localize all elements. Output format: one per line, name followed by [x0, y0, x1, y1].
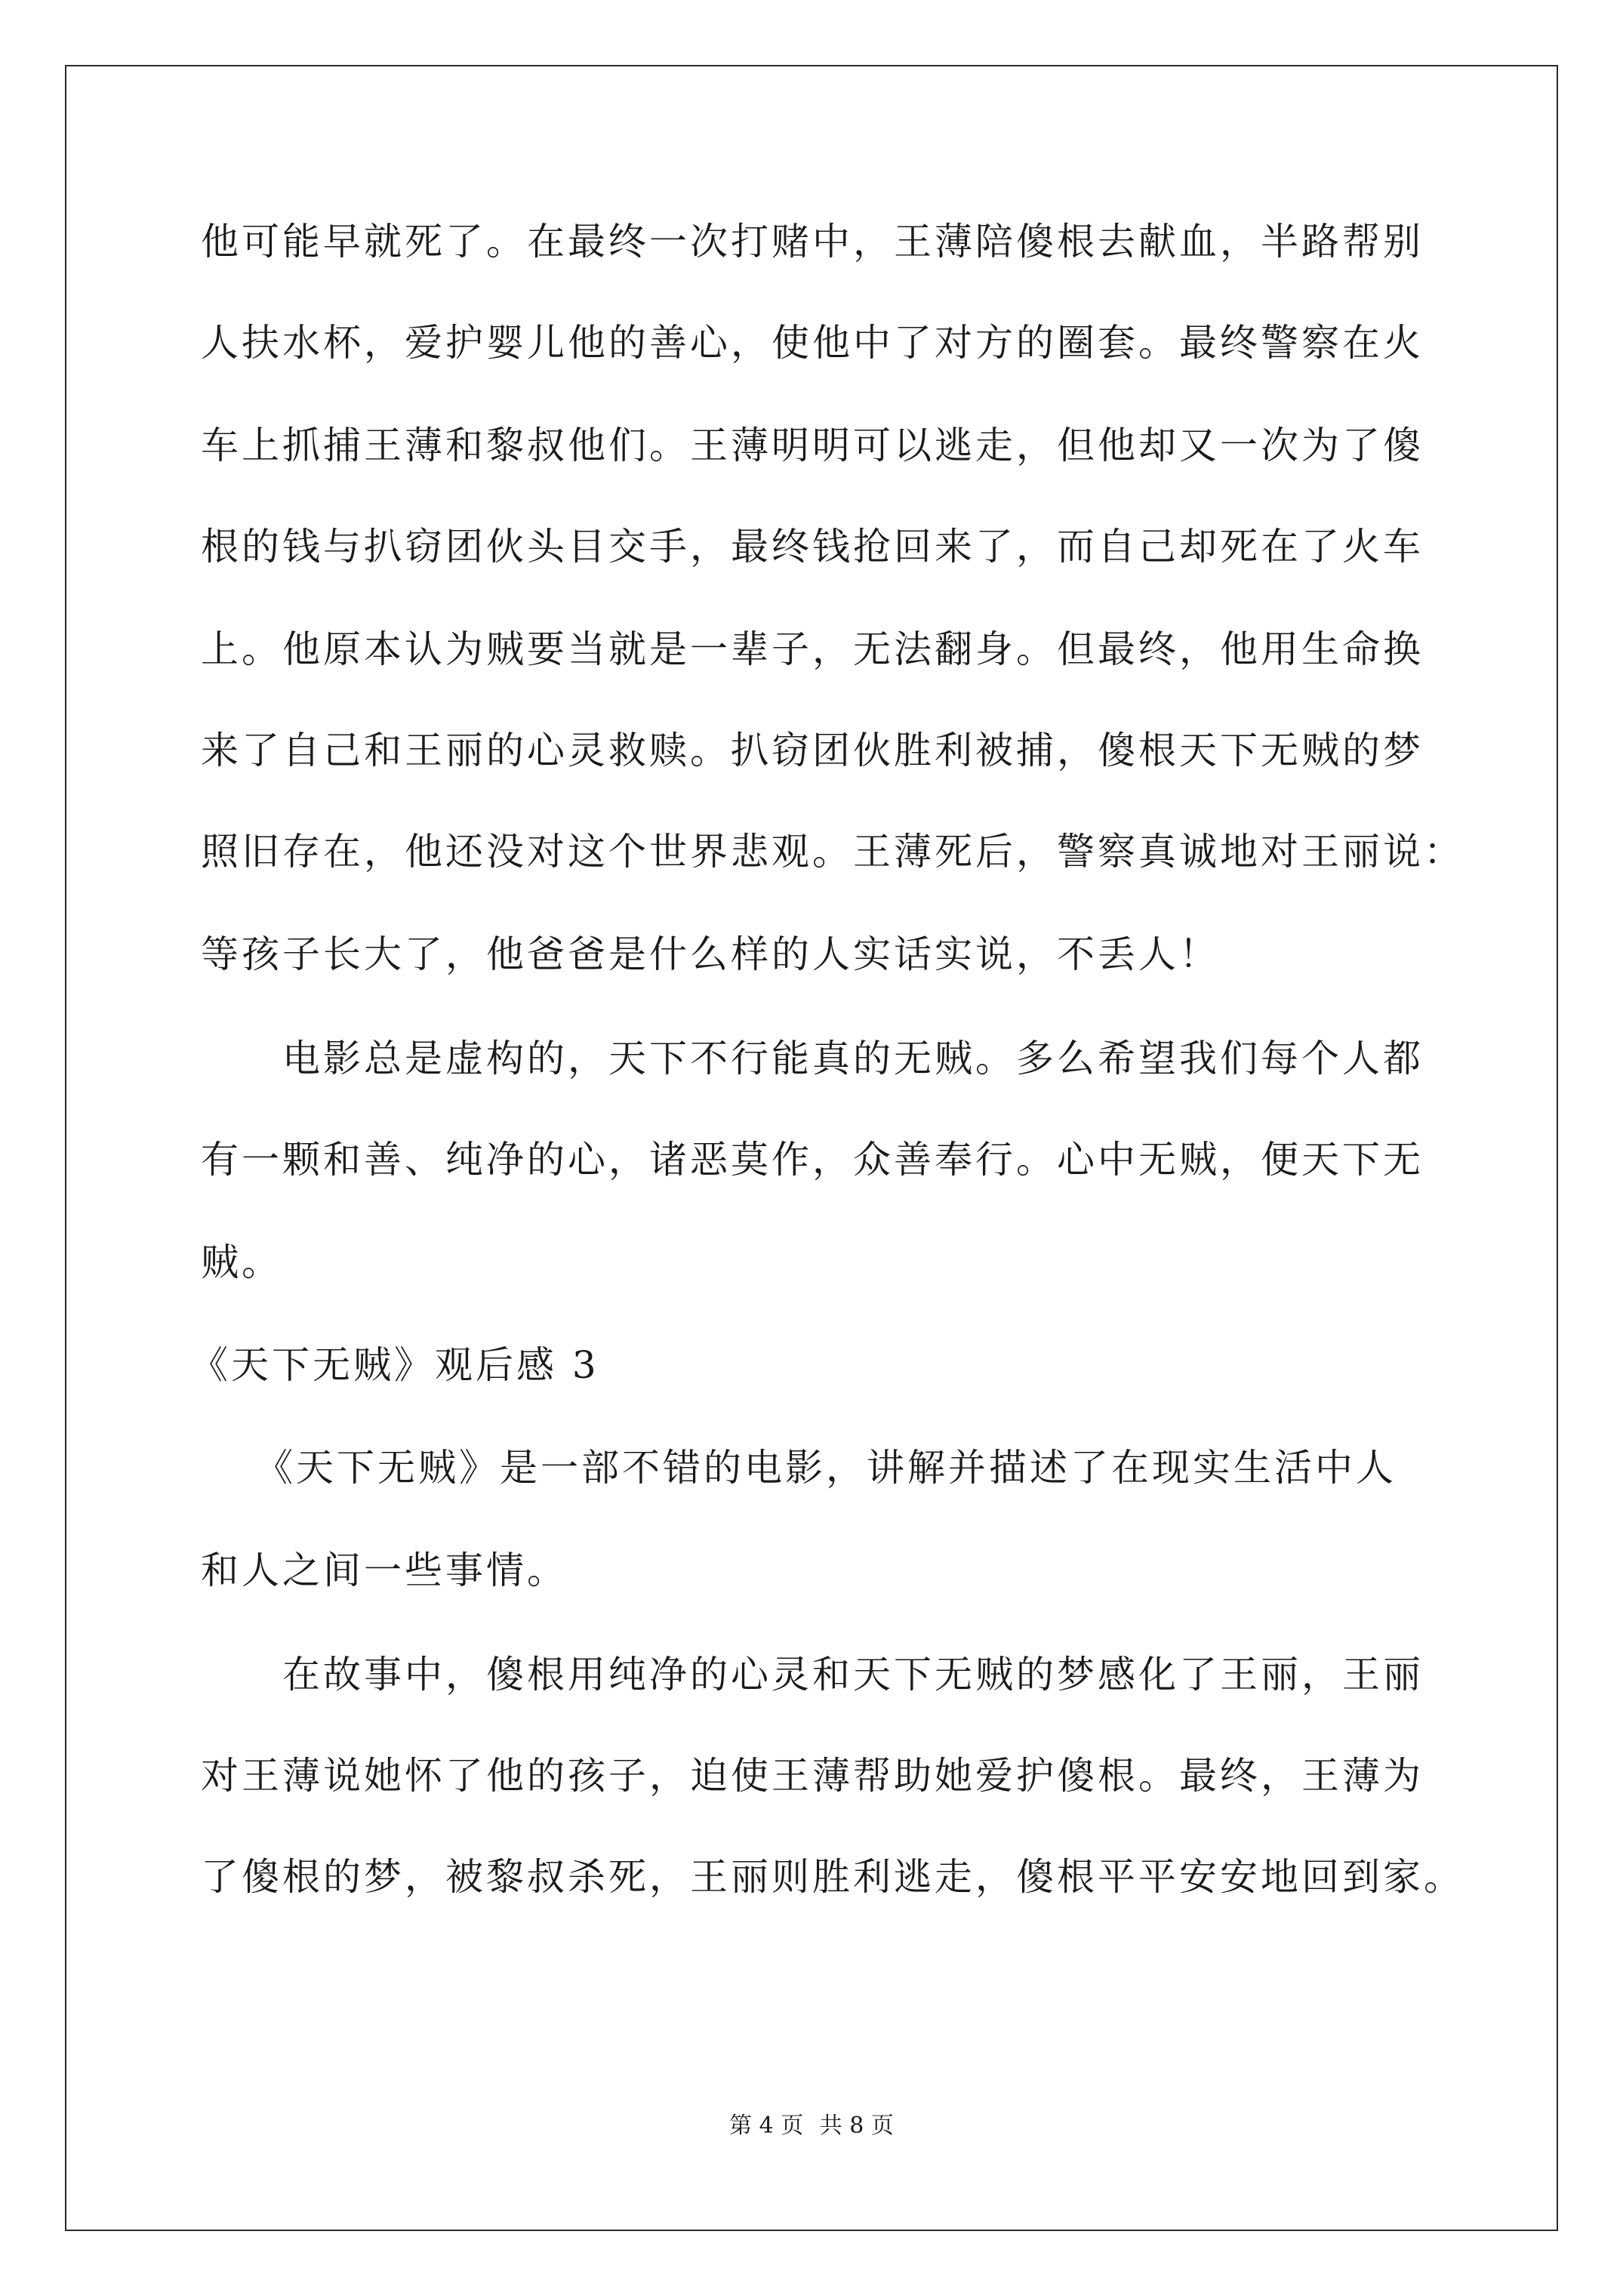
text-line: 对王薄说她怀了他的孩子，迫使王薄帮助她爱护傻根。最终，王薄为 [201, 1754, 1424, 1798]
paragraph-start: 《天下无贼》是一部不错的电影，讲解并描述了在现实生活中人 [255, 1446, 1397, 1490]
paragraph-start: 在故事中，傻根用纯净的心灵和天下无贼的梦感化了王丽，王丽 [282, 1653, 1424, 1697]
text-line: 和人之间一些事情。 [201, 1549, 568, 1592]
section-heading: 《天下无贼》观后感 3 [190, 1343, 599, 1387]
text-line: 有一颗和善、纯净的心，诸恶莫作，众善奉行。心中无贼，便天下无 [201, 1138, 1424, 1182]
text-line: 来了自己和王丽的心灵救赎。扒窃团伙胜利被捕，傻根天下无贼的梦 [201, 729, 1424, 772]
page-footer [0, 2111, 1623, 2141]
paragraph-start: 电影总是虚构的，天下不行能真的无贼。多么希望我们每个人都 [282, 1037, 1424, 1080]
page-total: 共 8 页 [819, 2113, 894, 2139]
page-number: 第 4 页 [729, 2113, 804, 2139]
text-line: 人扶水杯，爱护婴儿他的善心，使他中了对方的圈套。最终警察在火 [201, 321, 1424, 365]
text-line: 照旧存在，他还没对这个世界悲观。王薄死后，警察真诚地对王丽说： [201, 830, 1464, 874]
text-line: 了傻根的梦，被黎叔杀死，王丽则胜利逃走，傻根平平安安地回到家。 [201, 1855, 1464, 1899]
text-line: 根的钱与扒窃团伙头目交手，最终钱抢回来了，而自己却死在了火车 [201, 525, 1424, 569]
text-line: 他可能早就死了。在最终一次打赌中，王薄陪傻根去献血，半路帮别 [201, 220, 1424, 264]
text-line: 车上抓捕王薄和黎叔他们。王薄明明可以逃走，但他却又一次为了傻 [201, 424, 1424, 467]
text-line: 贼。 [201, 1240, 282, 1284]
text-line: 上。他原本认为贼要当就是一辈子，无法翻身。但最终，他用生命换 [201, 627, 1424, 671]
text-line: 等孩子长大了，他爸爸是什么样的人实话实说，不丢人！ [201, 932, 1220, 976]
